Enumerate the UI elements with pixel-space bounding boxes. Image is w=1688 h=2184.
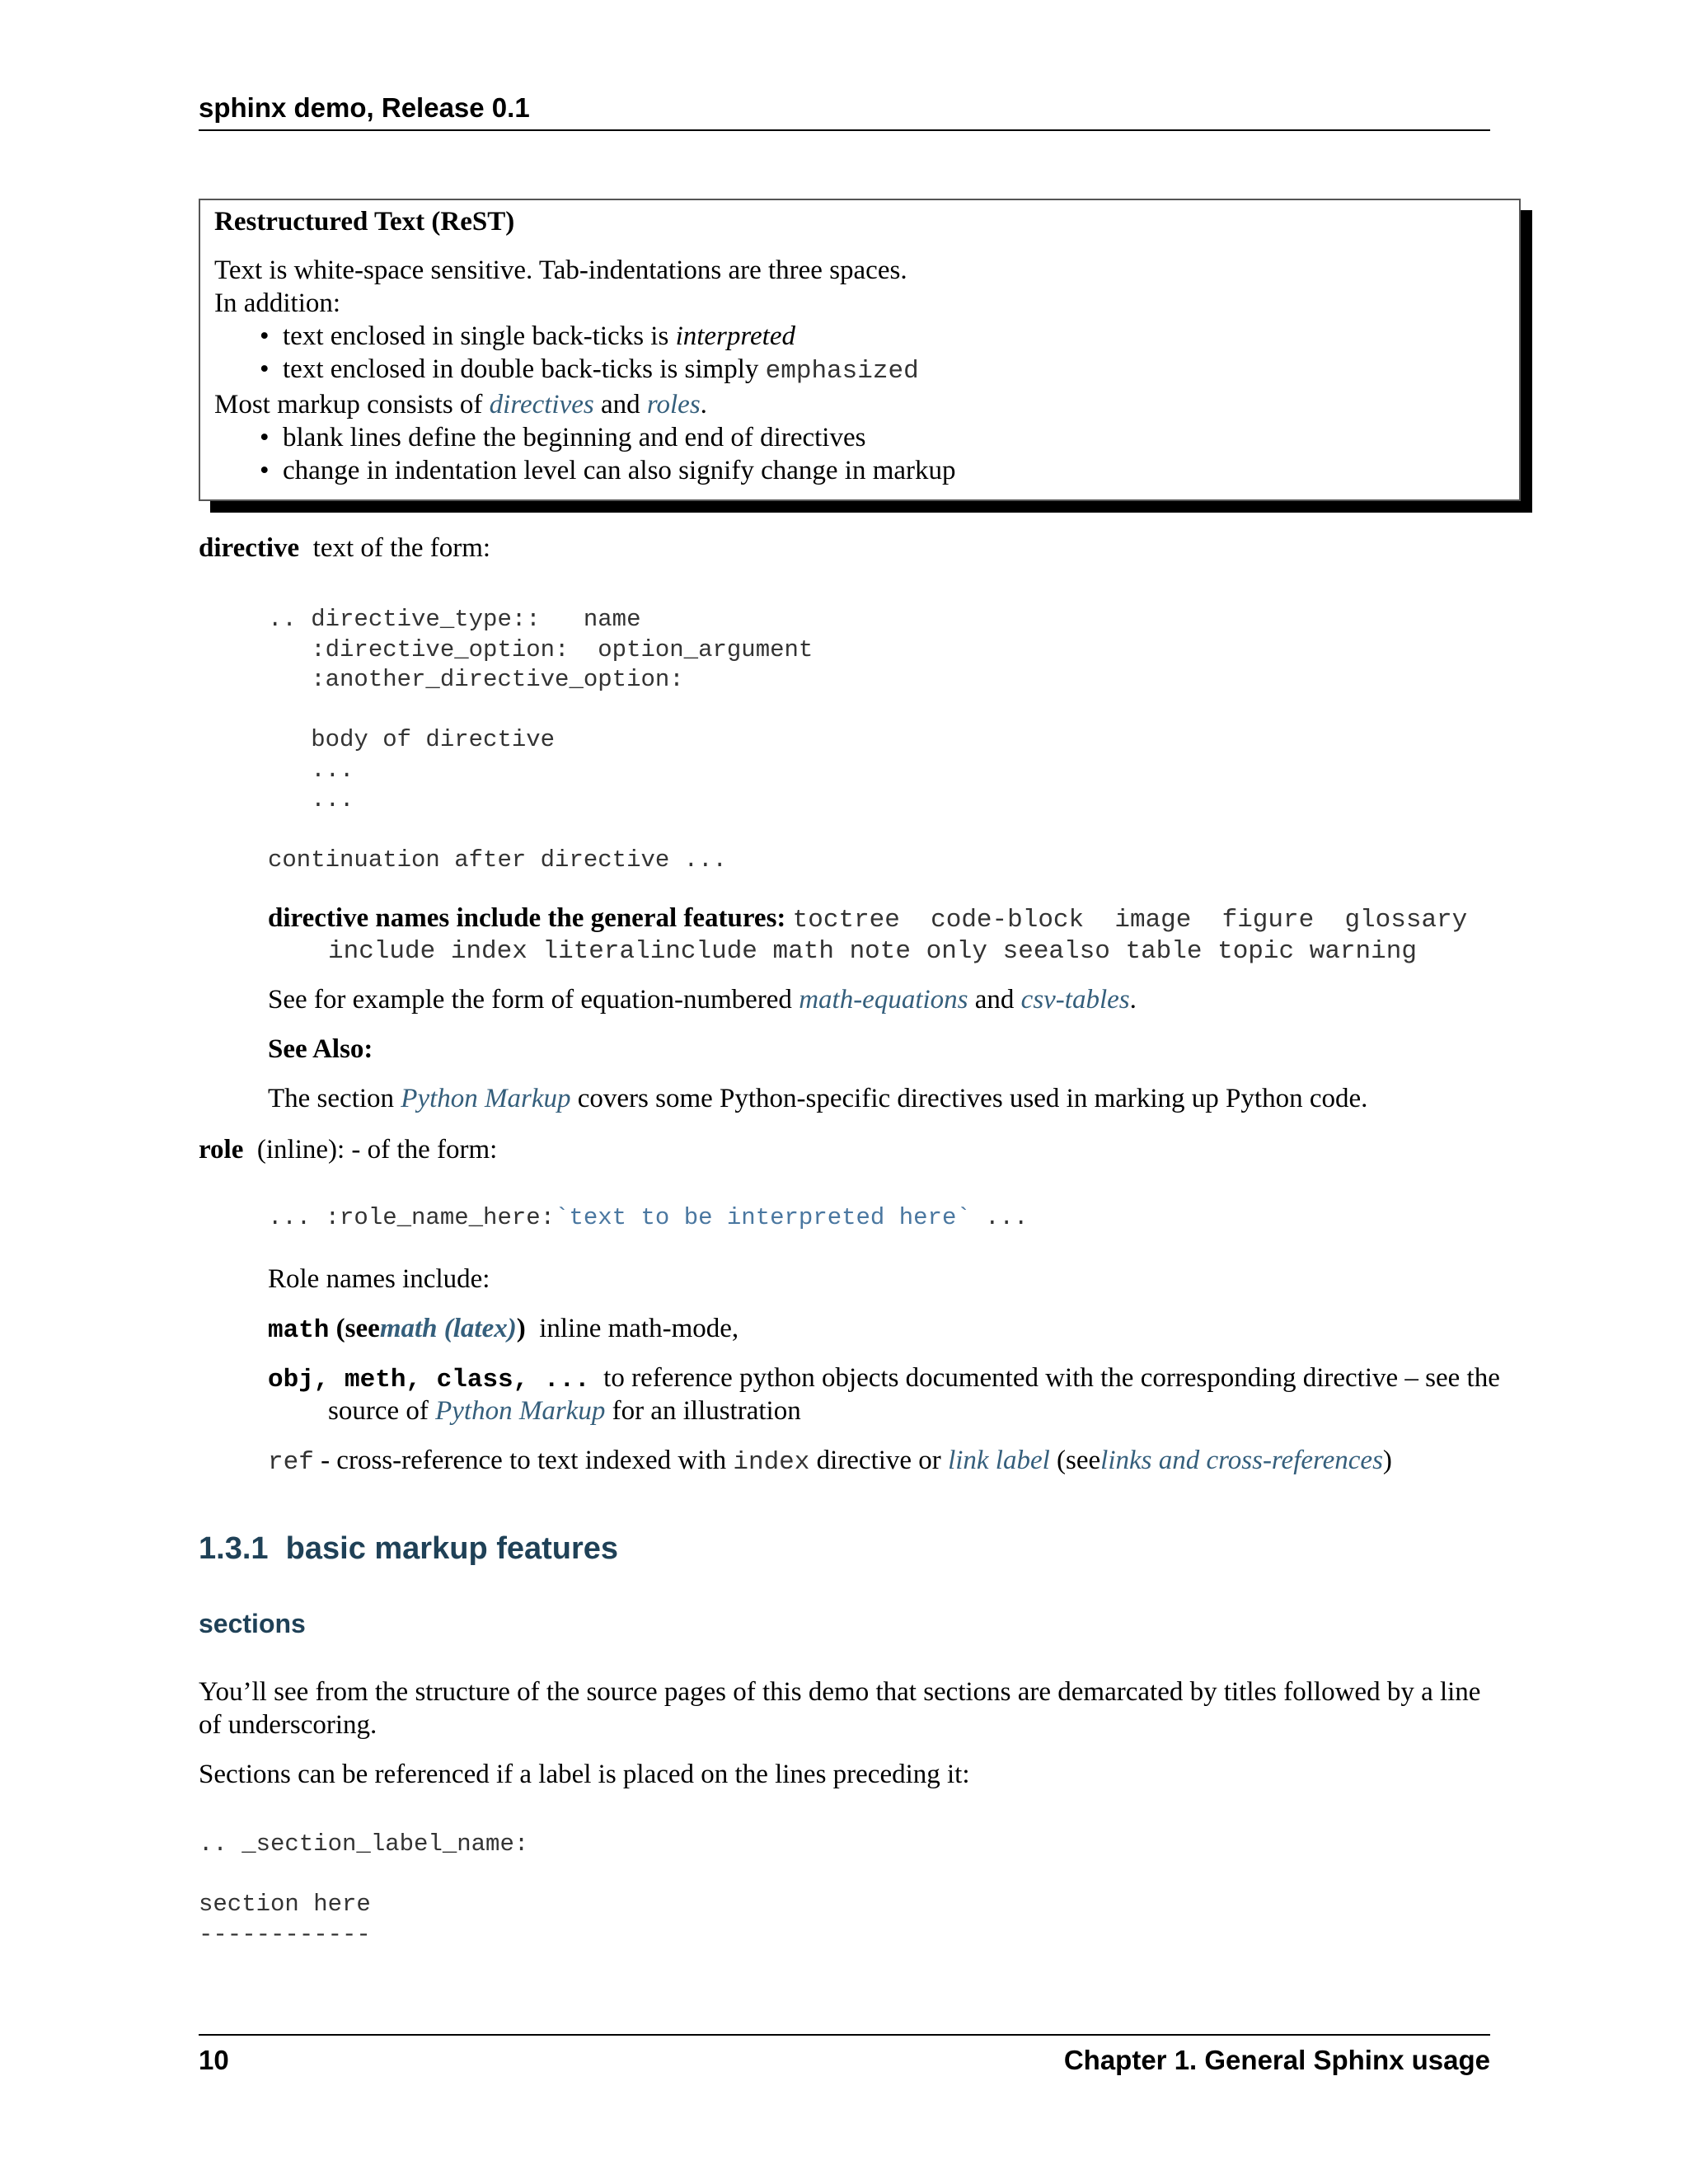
rest-box-line1: Text is white-space sensitive. Tab-indentations are three spaces.: [214, 255, 907, 285]
directive-names-line2: include index literalinclude math note only seealso table topic warning: [328, 937, 1417, 966]
python-markup-link-2[interactable]: Python Markup: [435, 1396, 606, 1426]
running-header: sphinx demo, Release 0.1: [199, 92, 530, 123]
role-math-item: math (seemath (latex)) inline math-mode,: [268, 1314, 739, 1345]
links-and-cross-references-link[interactable]: links and cross-references: [1100, 1446, 1383, 1475]
role-obj-item-cont: source of Python Markup for an illustration: [328, 1396, 801, 1426]
sections-para-line2: of underscoring.: [199, 1710, 377, 1740]
page-number: 10: [199, 2045, 229, 2075]
directive-code-block: .. directive_type:: name :directive_option: option_argument :another_directive_option: body of directive ... ... continuation after directive ...: [268, 606, 814, 874]
rest-box-line2: In addition:: [214, 288, 341, 318]
section-heading: 1.3.1 basic markup features: [199, 1531, 619, 1566]
role-code-block: ... :role_name_here:`text to be interpreted here` ...: [268, 1204, 1029, 1231]
link-label-link[interactable]: link label: [948, 1446, 1050, 1475]
list-item: • text enclosed in single back-ticks is interpreted: [260, 320, 956, 353]
math-equations-link[interactable]: math-equations: [799, 985, 968, 1015]
rest-box-list1: [260, 320, 956, 388]
section-label-code-block: .. _section_label_name: section here ------------: [199, 1830, 529, 1948]
directive-example-line: See for example the form of equation-numbered math-equations and csv-tables.: [268, 985, 1137, 1015]
footer-rule: [199, 2034, 1490, 2036]
rest-box-title: Restructured Text (ReST): [214, 207, 515, 237]
roles-link[interactable]: roles: [646, 390, 701, 419]
sections-para-line1: You’ll see from the structure of the source pages of this demo that sections are demarcated by titles followed by a line: [199, 1677, 1481, 1707]
role-definition-term: role (inline): - of the form:: [199, 1135, 498, 1165]
list-item: • blank lines define the beginning and end of directives: [260, 421, 956, 454]
see-also-label: See Also:: [268, 1034, 373, 1064]
role-names-include: Role names include:: [268, 1264, 490, 1294]
python-markup-link[interactable]: Python Markup: [401, 1084, 571, 1113]
directives-link[interactable]: directives: [489, 390, 594, 419]
directive-definition-term: directive text of the form:: [199, 533, 491, 563]
directive-names-line1: directive names include the general features: toctree code-block image figure glossary: [268, 903, 1468, 935]
header-rule: [199, 129, 1490, 131]
sections-para2: Sections can be referenced if a label is placed on the lines preceding it:: [199, 1760, 970, 1789]
csv-tables-link[interactable]: csv-tables: [1020, 985, 1130, 1015]
chapter-footer: Chapter 1. General Sphinx usage: [1063, 2045, 1490, 2075]
role-obj-item: obj, meth, class, ... to reference python objects documented with the corresponding directive – see the: [268, 1363, 1500, 1394]
rest-box-list2: [260, 421, 956, 487]
role-ref-item: ref - cross-reference to text indexed with index directive or link label (seelinks and cross-references): [268, 1446, 1392, 1477]
math-latex-link[interactable]: math (latex): [379, 1314, 517, 1343]
directive-names-label: directive names include the general features:: [268, 903, 786, 933]
list-item: • text enclosed in double back-ticks is simply emphasized: [260, 353, 956, 388]
see-also-text: The section Python Markup covers some Python-specific directives used in marking up Python code.: [268, 1084, 1368, 1113]
rest-box-markup-line: Most markup consists of directives and roles.: [214, 390, 707, 419]
rest-sidebar-box: [199, 199, 1521, 501]
subsection-heading: sections: [199, 1609, 306, 1638]
list-item: • change in indentation level can also signify change in markup: [260, 454, 956, 487]
